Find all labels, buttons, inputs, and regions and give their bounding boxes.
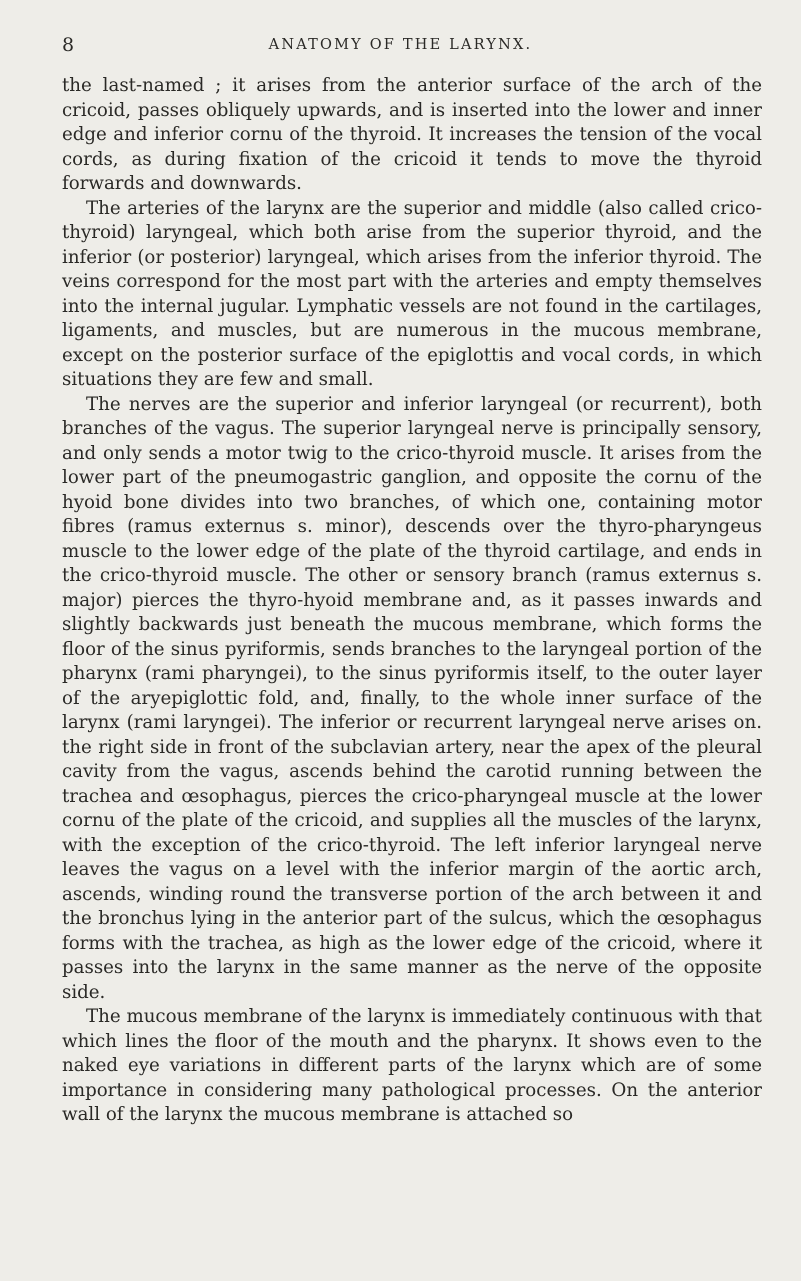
- body-text: [62, 74, 762, 1128]
- paragraph-mucous-membrane: The mucous membrane of the larynx is immediately continuous with that which lines the floor of the mouth and the pharynx. It shows even to the naked eye variations in different parts of the larynx which are of some importance in considering many pathological processes. On the anterior wall of the larynx the mucous membrane is attached so: [62, 1006, 762, 1125]
- running-head: [0, 34, 801, 58]
- page-number: 8: [62, 34, 75, 56]
- paragraph-arteries: The arteries of the larynx are the superior and middle (also called crico-thyroid) laryngeal, which both arise from the superior thyroid, and the inferior (or posterior) laryngeal, which arises from the inferior thyroid. The veins correspond for the most part with the arteries and empty themselves into the internal jugular. Lymphatic vessels are not found in the cartilages, ligaments, and muscles, but are numerous in the mucous membrane, except on the posterior surface of the epiglottis and vocal cords, in which situations they are few and small.: [62, 197, 762, 390]
- running-title: ANATOMY OF THE LARYNX.: [268, 37, 533, 53]
- paragraph-continuation: the last-named ; it arises from the anterior surface of the arch of the cricoid, passes obliquely upwards, and is inserted into the lower and inner edge and inferior cornu of the thyroid. It increases the tension of the vocal cords, as during fixation of the cricoid it tends to move the thyroid forwards and downwards.: [62, 75, 762, 194]
- paragraph-nerves: The nerves are the superior and inferior laryngeal (or recurrent), both branches of the vagus. The superior laryngeal nerve is principally sensory, and only sends a motor twig to the crico-thyroid muscle. It arises from the lower part of the pneumogastric ganglion, and opposite the cornu of the hyoid bone divides into two branches, of which one, containing motor fibres (ramus externus s. minor), descends over the thyro-pharyngeus muscle to the lower edge of the plate of the thyroid cartilage, and ends in the crico-thyroid muscle. The other or sensory branch (ramus externus s. major) pierces the thyro-hyoid membrane and, as it passes inwards and slightly backwards just beneath the mucous membrane, which forms the floor of the sinus pyriformis, sends branches to the laryngeal portion of the pharynx (rami pharyngei), to the sinus pyriformis itself, to the outer layer of the aryepiglottic fold, and, finally, to the whole inner surface of the larynx (rami laryngei). The inferior or recurrent laryngeal nerve arises on. the right side in front of the subclavian artery, near the apex of the pleural cavity from the vagus, ascends behind the carotid running between the trachea and œsophagus, pierces the crico-pharyngeal muscle at the lower cornu of the plate of the cricoid, and supplies all the muscles of the larynx, with the exception of the crico-thyroid. The left inferior laryngeal nerve leaves the vagus on a level with the inferior margin of the aortic arch, ascends, winding round the transverse portion of the arch between it and the bronchus lying in the anterior part of the sulcus, which the œsophagus forms with the trachea, as high as the lower edge of the cricoid, where it passes into the larynx in the same manner as the nerve of the opposite side.: [62, 393, 762, 1003]
